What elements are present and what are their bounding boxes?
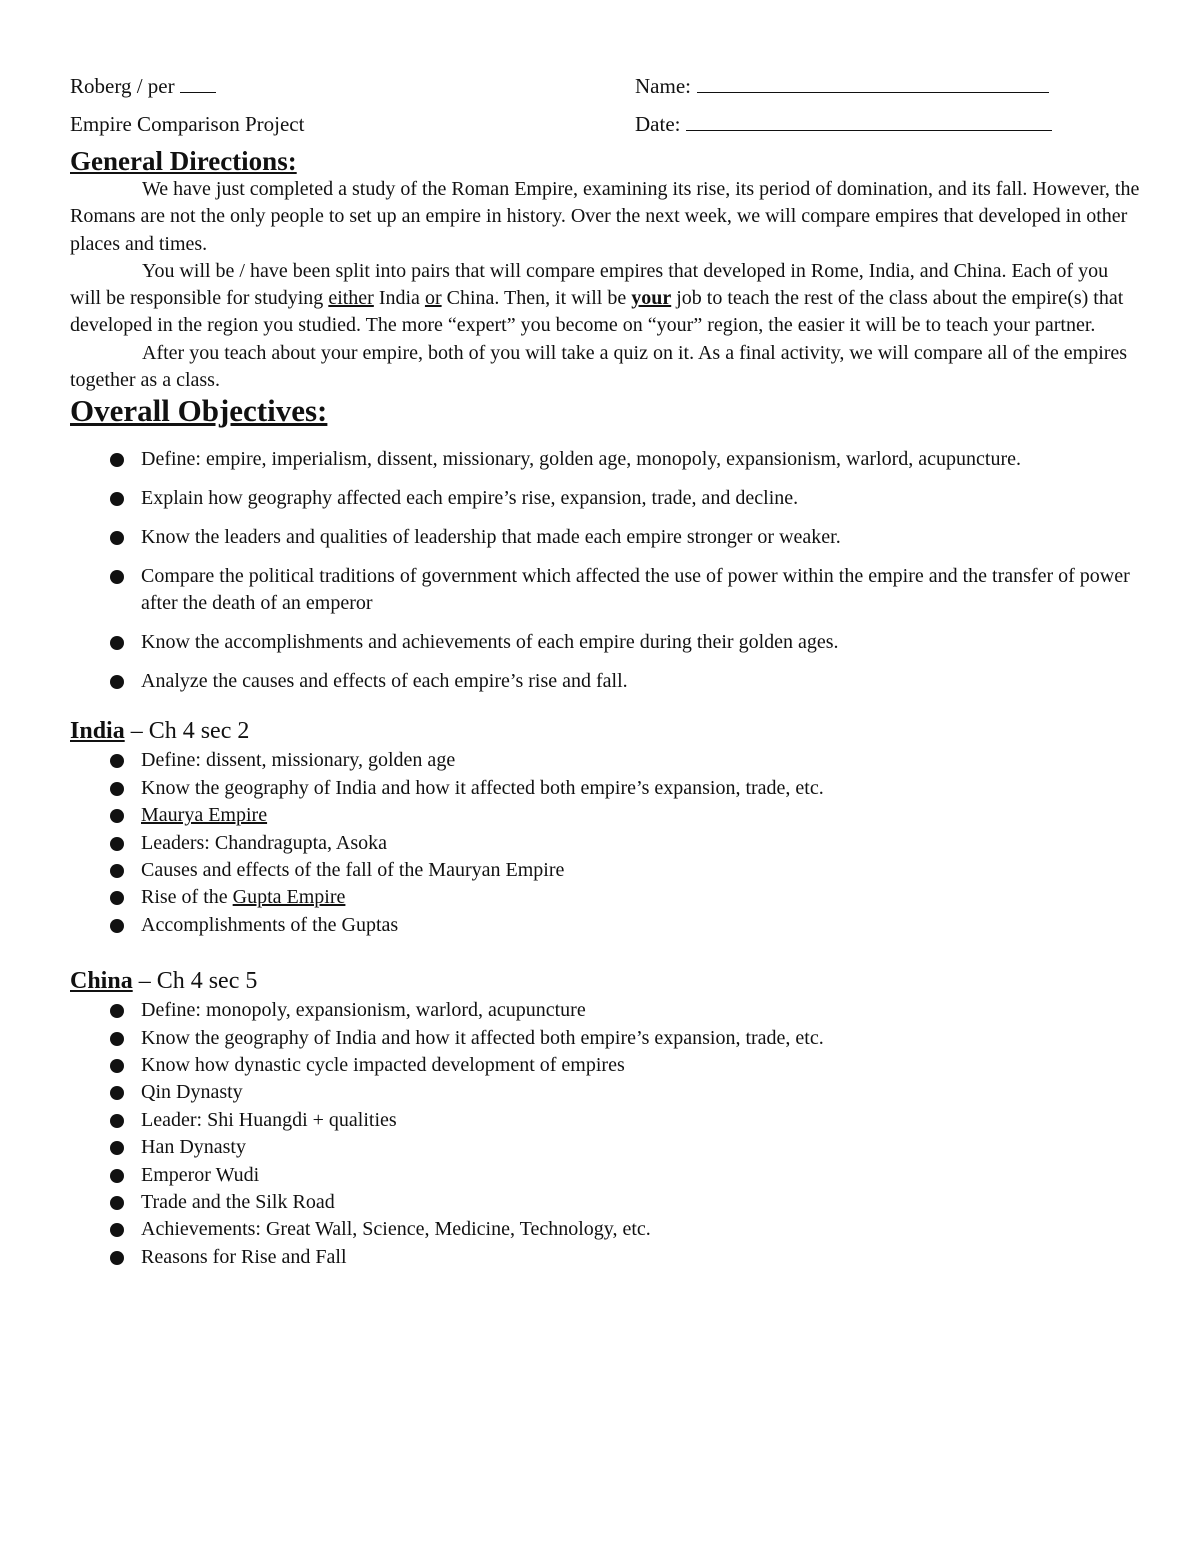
china-item-text: Reasons for Rise and Fall <box>141 1245 347 1268</box>
objective-text: Define: empire, imperialism, dissent, missionary, golden age, monopoly, expansionism, warlord, acupuncture. <box>141 448 1021 471</box>
bullet-icon <box>110 675 124 689</box>
bullet-icon <box>110 1223 124 1237</box>
china-item-text: Achievements: Great Wall, Science, Medicine, Technology, etc. <box>141 1218 651 1241</box>
bullet-icon <box>110 919 124 933</box>
china-item-text: Know the geography of India and how it affected both empire’s expansion, trade, etc. <box>141 1026 824 1049</box>
header-row-2 <box>70 108 1140 146</box>
directions-paragraph-1 <box>70 176 1140 258</box>
china-chapter: Ch 4 sec 5 <box>156 968 258 995</box>
bullet-icon <box>110 809 124 823</box>
teacher-label: Roberg / per <box>70 74 175 98</box>
bullet-icon <box>110 1032 124 1046</box>
date-field <box>635 112 1052 137</box>
bullet-icon <box>110 1169 124 1183</box>
rise-prefix-text: Rise of the <box>141 886 233 909</box>
bullet-icon <box>110 1251 124 1265</box>
china-item-text: Know how dynastic cycle impacted development of empires <box>141 1054 625 1077</box>
directions-p2-c: China. Then, it will be <box>441 287 632 310</box>
india-item-text: Causes and effects of the fall of the Mauryan Empire <box>141 859 565 881</box>
list-item <box>70 802 1140 829</box>
directions-p2-b: India <box>373 287 425 310</box>
bullet-icon <box>110 1086 124 1100</box>
objective-text: Explain how geography affected each empire’s rise, expansion, trade, and decline. <box>141 487 799 510</box>
directions-paragraph-3 <box>70 340 1140 395</box>
name-blank[interactable] <box>697 76 1049 93</box>
india-list <box>70 747 1140 939</box>
directions-p2-d: job to teach the rest of the class about the empire(s) that developed in the region you studied. The more “expert” you become on “your” region, the easier it will be to teach your partner. <box>70 287 1124 337</box>
india-item-text: Accomplishments of the Guptas <box>141 913 399 936</box>
india-separator: – <box>130 718 143 745</box>
list-item <box>70 485 1140 512</box>
india-item-text: Know the geography of India and how it affected both empire’s expansion, trade, etc. <box>141 776 824 799</box>
list-item <box>70 629 1140 656</box>
objective-text: Know the accomplishments and achievements of each empire during their golden ages. <box>141 631 839 654</box>
list-item <box>70 446 1140 473</box>
china-heading <box>70 967 1140 995</box>
china-item-text: Leader: Shi Huangdi + qualities <box>141 1108 397 1131</box>
india-item-text: Leaders: Chandragupta, Asoka <box>141 831 388 854</box>
list-item <box>70 563 1140 617</box>
bullet-icon <box>110 1059 124 1073</box>
list-item <box>70 830 1140 857</box>
bullet-icon <box>110 1004 124 1018</box>
teacher-period <box>70 74 216 99</box>
name-field <box>635 74 1049 99</box>
date-label: Date: <box>635 112 681 136</box>
period-blank[interactable] <box>180 76 216 93</box>
objective-text: Know the leaders and qualities of leadership that made each empire stronger or weaker. <box>141 526 841 549</box>
list-item <box>70 1244 1140 1271</box>
list-item <box>70 747 1140 774</box>
bullet-icon <box>110 754 124 768</box>
bullet-icon <box>110 782 124 796</box>
directions-p1-text: We have just completed a study of the Roman Empire, examining its rise, its period of domination, and its fall. However, the Romans are not the only people to set up an empire in history. Over the next week, we will compare empires that developed in other places and times. <box>70 178 1140 255</box>
emphasis-your: your <box>631 287 672 310</box>
objective-text: Analyze the causes and effects of each empire’s rise and fall. <box>141 670 628 693</box>
bullet-icon <box>110 570 124 584</box>
list-item <box>70 912 1140 939</box>
list-item <box>70 1079 1140 1106</box>
china-separator: – <box>138 968 151 995</box>
list-item <box>70 1162 1140 1189</box>
objective-text: Compare the political traditions of government which affected the use of power within the empire and the transfer of power after the death of an emperor <box>141 565 1130 615</box>
bullet-icon <box>110 891 124 905</box>
list-item <box>70 857 1140 884</box>
bullet-icon <box>110 864 124 878</box>
china-item-text: Trade and the Silk Road <box>141 1191 335 1214</box>
bullet-icon <box>110 837 124 851</box>
general-directions-heading: General Directions: <box>70 146 297 176</box>
bullet-icon <box>110 453 124 467</box>
india-chapter: Ch 4 sec 2 <box>148 718 250 745</box>
date-blank[interactable] <box>686 114 1052 131</box>
china-item-text: Qin Dynasty <box>141 1081 243 1104</box>
list-item <box>70 1134 1140 1161</box>
list-item <box>70 1052 1140 1079</box>
bullet-icon <box>110 1114 124 1128</box>
bullet-icon <box>110 1196 124 1210</box>
emphasis-either: either <box>328 287 374 310</box>
list-item <box>70 524 1140 551</box>
emphasis-or: or <box>424 287 442 310</box>
india-item-text: Define: dissent, missionary, golden age <box>141 749 456 772</box>
directions-p2-a: You will be / have been split into pairs that will compare empires that developed in Rome, India, and China. Each of you will be responsible for studying <box>70 259 1109 310</box>
list-item <box>70 1189 1140 1216</box>
list-item <box>70 668 1140 695</box>
project-title: Empire Comparison Project <box>70 112 305 136</box>
india-name: India <box>70 718 125 745</box>
directions-p3-text: After you teach about your empire, both of you will take a quiz on it. As a final activity, we will compare all of the empires together as a class. <box>70 341 1128 392</box>
bullet-icon <box>110 636 124 650</box>
china-item-text: Define: monopoly, expansionism, warlord, acupuncture <box>141 999 586 1022</box>
china-item-text: Emperor Wudi <box>141 1163 260 1186</box>
list-item <box>70 1025 1140 1052</box>
worksheet-page <box>70 70 1140 1271</box>
india-heading <box>70 717 1140 745</box>
bullet-icon <box>110 531 124 545</box>
bullet-icon <box>110 492 124 506</box>
header-row-1 <box>70 70 1140 108</box>
china-name: China <box>70 968 133 995</box>
bullet-icon <box>110 1141 124 1155</box>
list-item <box>70 997 1140 1024</box>
china-item-text: Han Dynasty <box>141 1136 246 1159</box>
list-item <box>70 1107 1140 1134</box>
directions-paragraph-2 <box>70 258 1140 340</box>
list-item <box>70 775 1140 802</box>
china-list <box>70 997 1140 1271</box>
objectives-list <box>70 446 1140 695</box>
list-item <box>70 1216 1140 1243</box>
maurya-empire-text: Maurya Empire <box>141 804 268 827</box>
overall-objectives-heading: Overall Objectives: <box>70 393 328 429</box>
list-item <box>70 884 1140 911</box>
name-label: Name: <box>635 74 691 98</box>
gupta-empire-text: Gupta Empire <box>232 886 346 909</box>
